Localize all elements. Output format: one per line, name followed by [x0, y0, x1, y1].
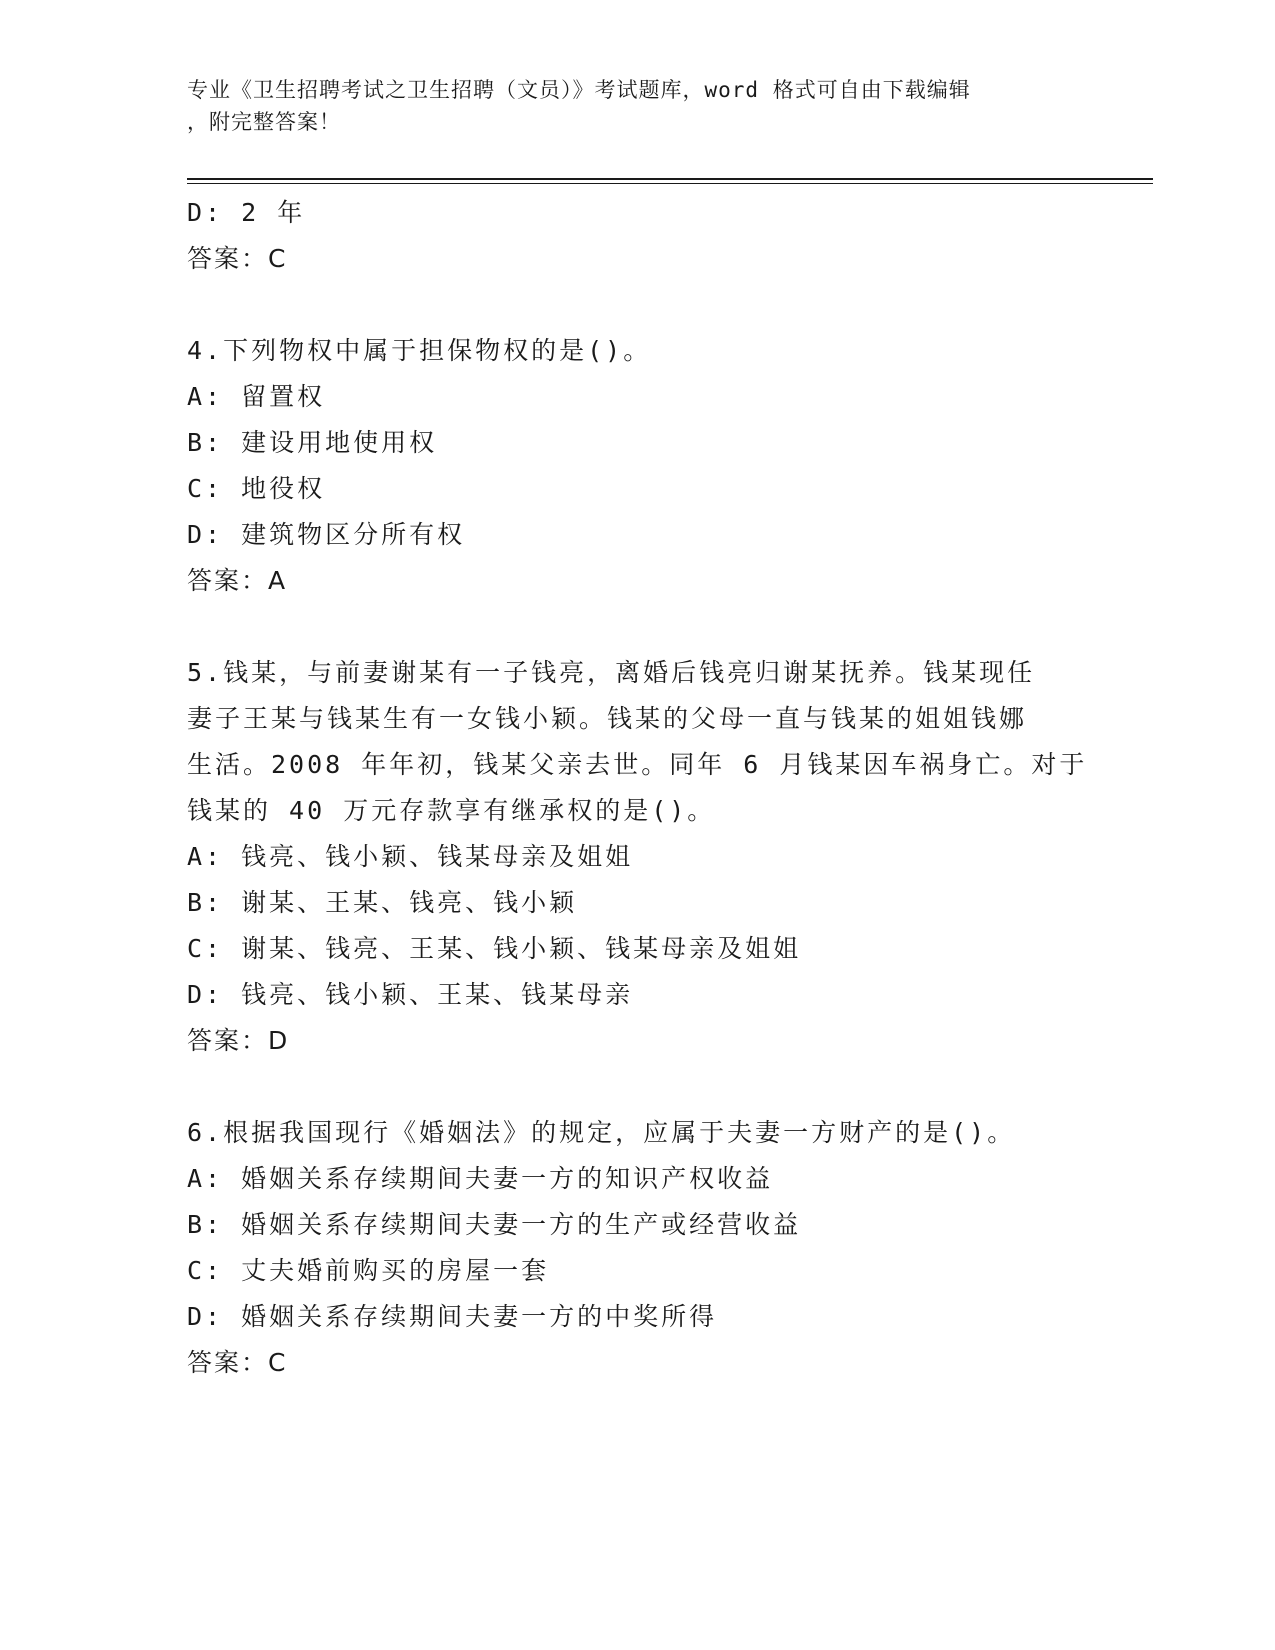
option-b: B: 谢某、王某、钱亮、钱小颖 — [187, 888, 578, 917]
question-6 — [187, 1110, 1067, 1386]
question-4 — [187, 328, 1067, 604]
option-b: B: 婚姻关系存续期间夫妻一方的生产或经营收益 — [187, 1210, 802, 1239]
option-c: C: 谢某、钱亮、王某、钱小颖、钱某母亲及姐姐 — [187, 934, 802, 963]
spacer — [187, 604, 1067, 650]
previous-question-tail — [187, 190, 1067, 282]
question-text-line: 钱某的 40 万元存款享有继承权的是()。 — [187, 796, 716, 825]
option-a: A: 留置权 — [187, 382, 326, 411]
question-text-line: 生活。2008 年年初，钱某父亲去世。同年 6 月钱某因车祸身亡。对于 — [187, 750, 1088, 779]
option-d: D: 2 年 — [187, 198, 306, 227]
option-d: D: 婚姻关系存续期间夫妻一方的中奖所得 — [187, 1302, 718, 1331]
option-a: A: 钱亮、钱小颖、钱某母亲及姐姐 — [187, 842, 634, 871]
answer: 答案：D — [187, 1026, 290, 1055]
option-b: B: 建设用地使用权 — [187, 428, 438, 457]
option-c: C: 地役权 — [187, 474, 326, 503]
question-text-line: 妻子王某与钱某生有一女钱小颖。钱某的父母一直与钱某的姐姐钱娜 — [187, 704, 1028, 733]
option-d: D: 建筑物区分所有权 — [187, 520, 466, 549]
question-text-line: 5.钱某，与前妻谢某有一子钱亮，离婚后钱亮归谢某抚养。钱某现任 — [187, 658, 1036, 687]
header-divider — [187, 178, 1153, 180]
question-text: 6.根据我国现行《婚姻法》的规定，应属于夫妻一方财产的是()。 — [187, 1118, 1016, 1147]
answer: 答案：C — [187, 1348, 288, 1377]
document-header — [187, 74, 1067, 138]
header-line-2: ，附完整答案！ — [187, 110, 341, 134]
option-a: A: 婚姻关系存续期间夫妻一方的知识产权收益 — [187, 1164, 774, 1193]
header-divider-thin — [187, 183, 1153, 184]
answer: 答案：A — [187, 566, 288, 595]
header-line-1: 专业《卫生招聘考试之卫生招聘（文员）》考试题库，word 格式可自由下载编辑 — [187, 78, 971, 102]
option-c: C: 丈夫婚前购买的房屋一套 — [187, 1256, 550, 1285]
spacer — [187, 282, 1067, 328]
spacer — [187, 1064, 1067, 1110]
answer: 答案：C — [187, 244, 288, 273]
option-d: D: 钱亮、钱小颖、王某、钱某母亲 — [187, 980, 634, 1009]
document-body — [187, 190, 1088, 1386]
question-text: 4.下列物权中属于担保物权的是()。 — [187, 336, 652, 365]
question-5 — [187, 650, 1088, 1064]
